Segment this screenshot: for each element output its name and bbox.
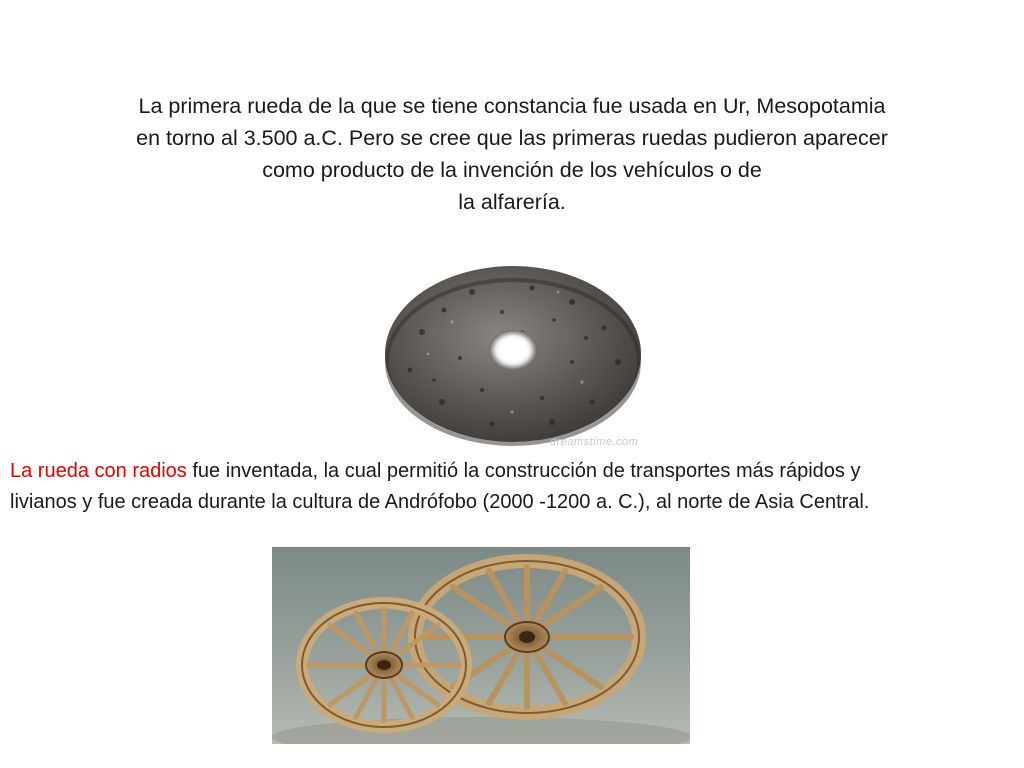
intro-line-4: la alfarería. — [458, 190, 566, 214]
stone-wheel-icon — [382, 262, 644, 452]
intro-paragraph — [40, 90, 984, 218]
paragraph2-line-2: livianos y fue creada durante la cultura de Andrófobo (2000 -1200 a. C.), al norte de Asia Central. — [10, 491, 870, 513]
intro-line-3: como producto de la invención de los vehículos o de — [262, 158, 762, 182]
paragraph2-line-1-rest: fue inventada, la cual permitió la construcción de transportes más rápidos y — [186, 460, 861, 482]
intro-line-2: en torno al 3.500 a.C. Pero se cree que las primeras ruedas pudieron aparecer — [136, 126, 888, 150]
highlight-text: La rueda con radios — [10, 460, 187, 482]
watermark-text: dreamstime.com — [550, 436, 639, 448]
spoked-wheel-paragraph — [10, 456, 1020, 518]
spoked-wooden-wheels-icon — [272, 547, 690, 744]
stone-wheel-image — [382, 262, 644, 452]
spoked-wheels-image — [272, 547, 690, 744]
intro-line-1: La primera rueda de la que se tiene constancia fue usada en Ur, Mesopotamia — [138, 94, 886, 118]
